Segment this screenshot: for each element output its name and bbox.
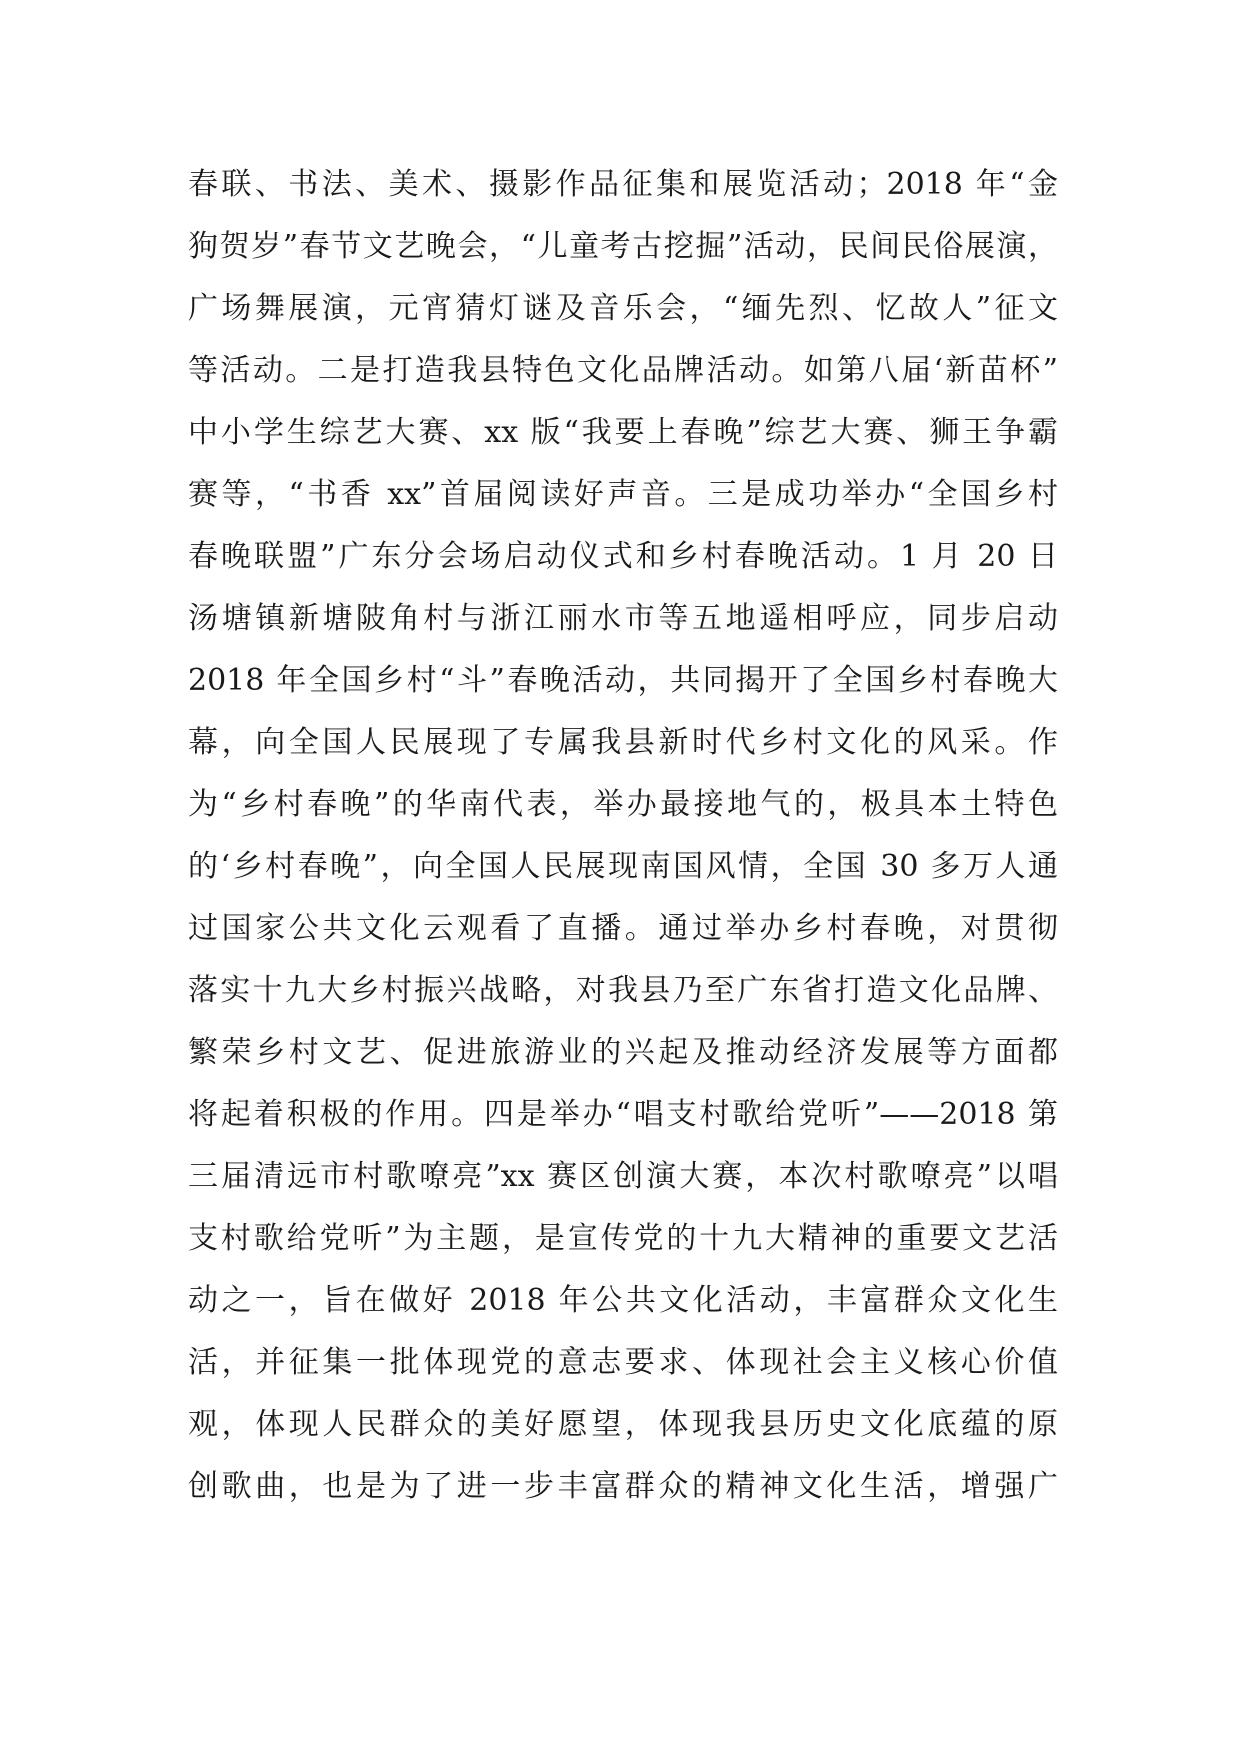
- text-line: 汤塘镇新塘陂角村与浙江丽水市等五地遥相呼应，同步启动: [188, 601, 1058, 636]
- text-line: 狗贺岁”春节文艺晚会，“儿童考古挖掘”活动，民间民俗展演，: [188, 229, 1058, 264]
- text-line: 中小学生综艺大赛、xx 版“我要上春晚”综艺大赛、狮王争霸: [188, 415, 1058, 450]
- text-line: 的‘乡村春晚”，向全国人民展现南国风情，全国 30 多万人通: [188, 849, 1058, 884]
- text-line: 为“乡村春晚”的华南代表，举办最接地气的，极具本土特色: [188, 787, 1058, 822]
- body-text: [188, 154, 1058, 1518]
- text-line: 等活动。二是打造我县特色文化品牌活动。如第八届‘新苗杯”: [188, 353, 1058, 388]
- text-line: 2018 年全国乡村“斗”春晚活动，共同揭开了全国乡村春晚大: [188, 663, 1058, 698]
- text-line: 活，并征集一批体现党的意志要求、体现社会主义核心价值: [188, 1345, 1058, 1380]
- text-line: 落实十九大乡村振兴战略，对我县乃至广东省打造文化品牌、: [188, 973, 1058, 1008]
- text-line: 观，体现人民群众的美好愿望，体现我县历史文化底蕴的原: [188, 1407, 1058, 1442]
- text-line: 三届清远市村歌嘹亮”xx 赛区创演大赛，本次村歌嘹亮”以唱: [188, 1159, 1058, 1194]
- text-line: 广场舞展演，元宵猜灯谜及音乐会，“缅先烈、忆故人”征文: [188, 291, 1058, 326]
- text-line: 春联、书法、美术、摄影作品征集和展览活动；2018 年“金: [188, 167, 1058, 202]
- text-line: 将起着积极的作用。四是举办“唱支村歌给党听”——2018 第: [188, 1097, 1058, 1132]
- text-line: 春晚联盟”广东分会场启动仪式和乡村春晚活动。1 月 20 日: [188, 539, 1058, 574]
- text-line: 幕，向全国人民展现了专属我县新时代乡村文化的风采。作: [188, 725, 1058, 760]
- text-line: 过国家公共文化云观看了直播。通过举办乡村春晚，对贯彻: [188, 911, 1058, 946]
- text-line: 支村歌给党听”为主题，是宣传党的十九大精神的重要文艺活: [188, 1221, 1058, 1256]
- text-line: 赛等，“书香 xx”首届阅读好声音。三是成功举办“全国乡村: [188, 477, 1058, 512]
- text-line: 繁荣乡村文艺、促进旅游业的兴起及推动经济发展等方面都: [188, 1035, 1058, 1070]
- text-line: 动之一，旨在做好 2018 年公共文化活动，丰富群众文化生: [188, 1283, 1058, 1318]
- text-line: 创歌曲，也是为了进一步丰富群众的精神文化生活，增强广: [188, 1469, 1058, 1504]
